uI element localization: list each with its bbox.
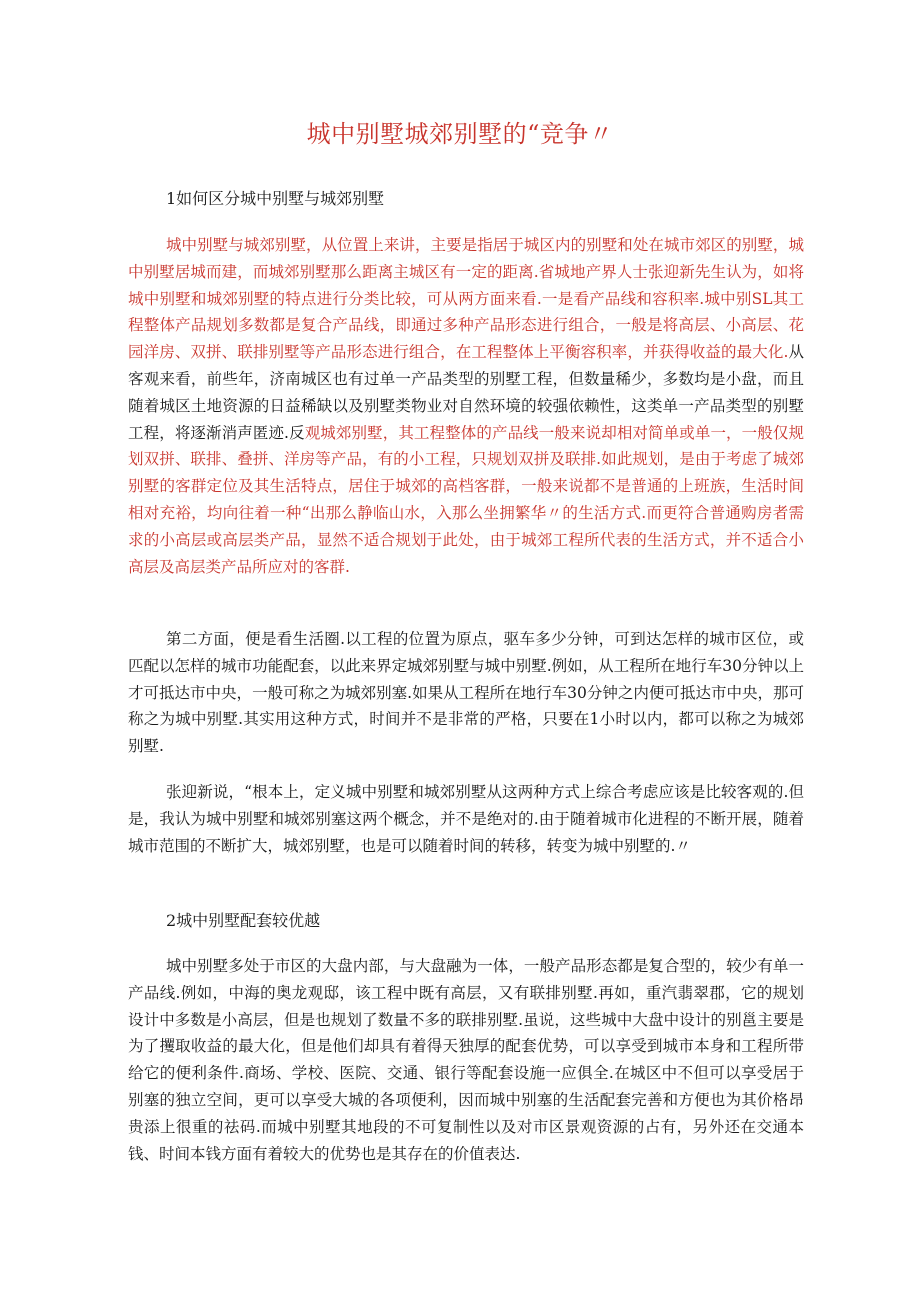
- document-title: 城中别墅城郊别墅的“竞争〃: [306, 120, 614, 148]
- paragraph-4: 城中别墅多处于市区的大盘内部，与大盘融为一体，一般产品形态都是复合型的，较少有单一产品线.例如，中海的奥龙观邸，该工程中既有高层，又有联排别墅.再如，重汽翡翠郡，它的规划设计中多数是小高层，但是也规划了数量不多的联排别墅.虽说，这些城中大盘中设计的别邕主要是为了攫取收益的最大化，但是他们却具有着得天独厚的配套优势，可以享受到城市本身和工程所带给它的便利条件.商场、学校、医院、交通、银行等配套设施一应俱全.在城区中不但可以享受居于别塞的独立空间，更可以享受大城的各项便利，因而城中别塞的生活配套完善和方便也为其价格昂贵添上很重的祛码.而城中别墅其地段的不可复制性以及对市区景观资源的占有，另外还在交通本钱、时间本钱方面有着较大的优势也是其存在的价值表达.: [128, 957, 804, 1163]
- section-heading-1: 1如何区分城中别墅与城郊别墅: [166, 189, 385, 208]
- section-heading-2: 2城中别墅配套较优越: [166, 911, 321, 930]
- paragraph-2: 第二方面，便是看生活圈.以工程的位置为原点，驱车多少分钟，可到达怎样的城市区位，或匹配以怎样的城市功能配套，以此来界定城郊别墅与城中别墅.例如，从工程所在地行车30分钟以上才可抵达市中央，一般可称之为城郊别塞.如果从工程所在地行车30分钟之内便可抵达市中央，那可称之为城中别墅.其实用这种方式，时间并不是非常的严格，只要在1小时以内，都可以称之为城郊别墅.: [128, 630, 804, 756]
- paragraph-1-black-part: 从客观来看，前些年，济南城区也有过单一产品类型的别墅工程，但数量稀少，多数均是小盘，而且随着城区土地资源的日益稀缺以及别墅类物业对自然环境的较强依赖性，这类单一产品类型的别墅工程，将逐渐消声匿迹.反: [128, 343, 804, 442]
- paragraph-3: 张迎新说，“根本上，定义城中别墅和城郊别墅从这两种方式上综合考虑应该是比较客观的.但是，我认为城中别墅和城郊别塞这两个概念，并不是绝对的.由于随着城市化进程的不断开展，随着城市范围的不断扩大，城郊别墅，也是可以随着时间的转移，转变为城中别墅的.〃: [128, 783, 804, 855]
- paragraph-1-red-part-b: 观城郊别墅，其工程整体的产品线一般来说却相对简单或单一，一般仅规划双拼、联排、叠拼、洋房等产品，有的小工程，只规划双拼及联排.如此规划，是由于考虑了城郊别墅的客群定位及其生活特点，居住于城郊的高档客群，一般来说都不是普通的上班族，生活时间相对充裕，均向往着一种“出那么静临山水，入那么坐拥繁华〃的生活方式.而更符合普通购房者需求的小高层或高层类产品，显然不适合规划于此处，由于城郊工程所代表的生活方式，并不适合小高层及高层类产品所应对的客群.: [128, 423, 804, 576]
- paragraph-1: [128, 232, 804, 580]
- paragraph-1-red-part-a: 城中别墅与城郊别墅，从位置上来讲，主要是指居于城区内的别墅和处在城市郊区的别墅，城中别墅居城而建，而城郊别墅那么距离主城区有一定的距离.省城地产界人士张迎新先生认为，如将城中别墅和城郊别墅的特点进行分类比较，可从两方面来看.一是看产品线和容积率.城中别SL其工程整体产品规划多数都是复合产品线，即通过多种产品形态进行组合，一般是将高层、小高层、花园洋房、双拼、联排别墅等产品形态进行组合，在工程整体上平衡容积率，并获得收益的最大化.: [128, 236, 804, 362]
